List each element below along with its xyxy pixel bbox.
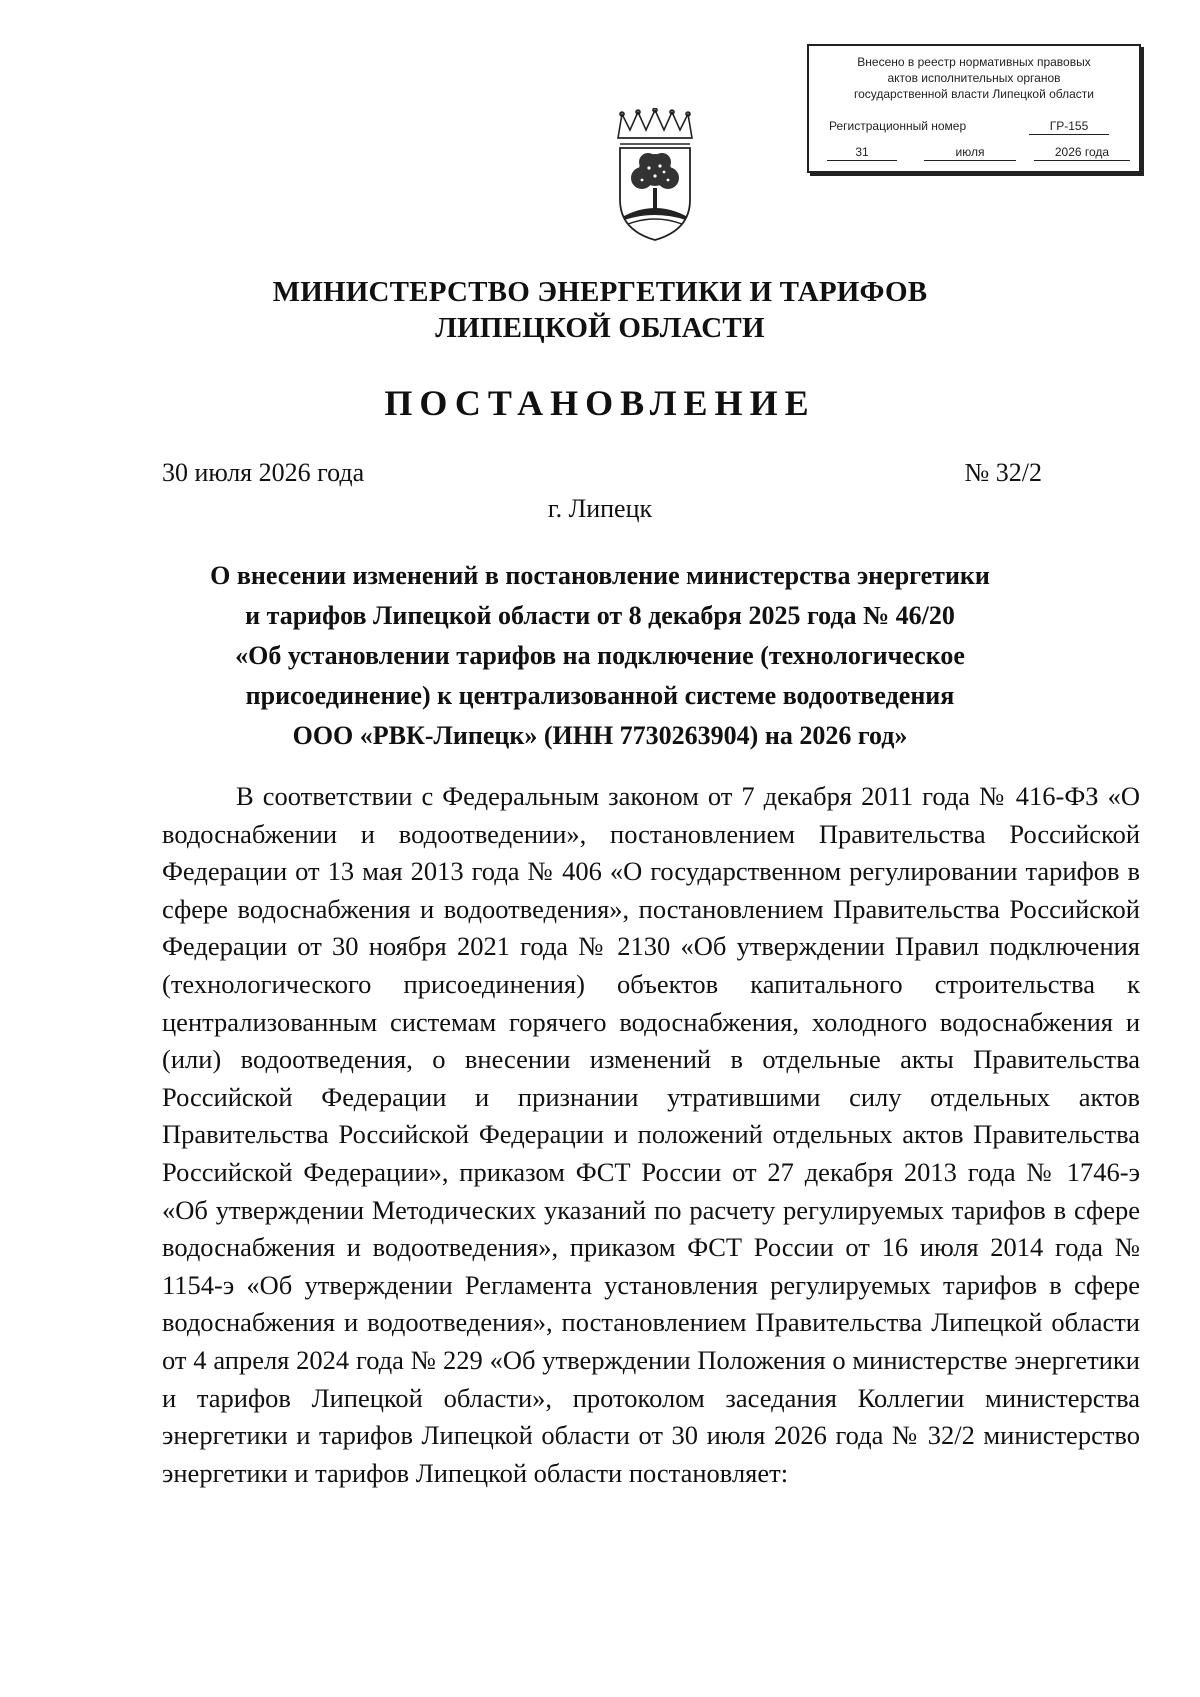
document-number: № 32/2 (964, 458, 1042, 487)
stamp-year: 2026 года (1034, 144, 1130, 161)
body-paragraph: В соответствии с Федеральным законом от 7 декабря 2011 года № 416-ФЗ «О водоснабжении и водоотведении», постановлением Правительства Российской Федерации от 13 мая 2013 года № 406 «О государственном регулировании тарифов в сфере водоснабжения и водоотведения», постановлением Правительства Российской Федерации от 30 ноября 2021 года № 2130 «Об утверждении Правил подключения (технологического присоединения) объектов капитального строительства к централизованным системам горячего водоснабжения, холодного водоснабжения и (или) водоотведения, о внесении изменений в отдельные акты Правительства Российской Федерации и признании утратившими силу отдельных актов Правительства Российской Федерации и положений отдельных актов Правительства Российской Федерации», приказом ФСТ России от 27 декабря 2013 года № 1746-э «Об утверждении Методических указаний по расчету регулируемых тарифов в сфере водоснабжения и водоотведения», приказом ФСТ России от 16 июля 2014 года № 1154-э «Об утверждении Регламента установления регулируемых тарифов в сфере водоснабжения и водоотведения», постановлением Правительства Липецкой области от 4 апреля 2024 года № 229 «Об утверждении Положения о министерстве энергетики и тарифов Липецкой области», протоколом заседания Коллегии министерства энергетики и тарифов Липецкой области от 30 июля 2026 года № 32/2 министерство энергетики и тарифов Липецкой области постановляет: (162, 781, 1140, 1488)
ministry-line-1: МИНИСТЕРСТВО ЭНЕРГЕТИКИ И ТАРИФОВ (272, 276, 928, 308)
stamp-line-2: актов исполнительных органов (887, 71, 1061, 85)
document-date: 30 июля 2026 года (162, 458, 365, 487)
registry-stamp (807, 44, 1141, 173)
document-type: ПОСТАНОВЛЕНИЕ (384, 383, 816, 423)
title-line-1: О внесении изменений в постановление министерства энергетики (210, 561, 990, 590)
title-line-4: присоединение) к централизованной системе водоотведения (245, 681, 955, 710)
stamp-day: 31 (827, 144, 897, 161)
stamp-registration-label: Регистрационный номер (829, 119, 967, 133)
stamp-line-3: государственной власти Липецкой области (853, 87, 1095, 101)
stamp-registration-number: ГР-155 (1029, 118, 1109, 135)
ministry-name (0, 274, 1200, 346)
ministry-line-2: ЛИПЕЦКОЙ ОБЛАСТИ (435, 312, 765, 344)
document-title (160, 556, 1040, 756)
coat-of-arms-lipetsk-icon (612, 108, 698, 242)
title-line-3: «Об установлении тарифов на подключение (технологическое (235, 641, 965, 670)
stamp-line-1: Внесено в реестр нормативных правовых (857, 55, 1091, 69)
title-line-2: и тарифов Липецкой области от 8 декабря 2025 года № 46/20 (245, 601, 955, 630)
stamp-month: июля (924, 144, 1016, 161)
stamp-date-row (809, 144, 1139, 160)
stamp-registration-row (809, 118, 1139, 134)
document-city: г. Липецк (547, 494, 653, 523)
title-line-5: ООО «РВК-Липецк» (ИНН 7730263904) на 2026 год» (292, 721, 908, 750)
